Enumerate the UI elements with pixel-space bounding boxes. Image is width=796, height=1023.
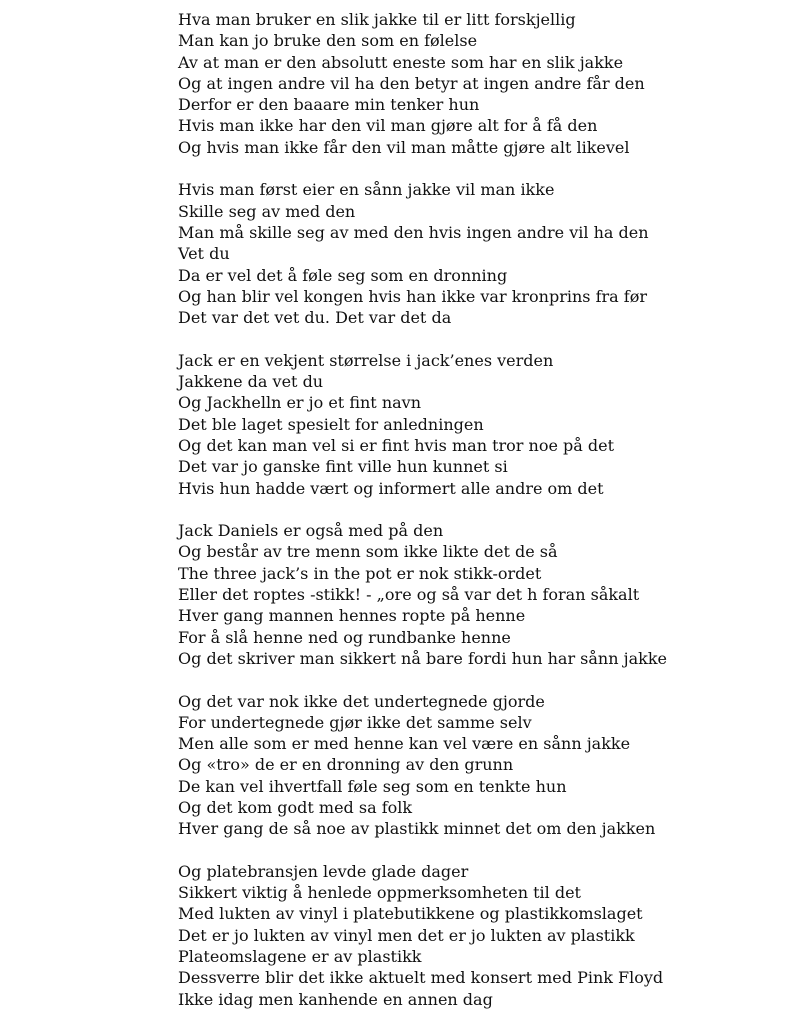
- poem-line: Av at man er den absolutt eneste som har en slik jakke: [178, 52, 624, 72]
- poem-line: Man kan jo bruke den som en følelse: [178, 31, 478, 51]
- poem-line: Hvis man først eier en sånn jakke vil man ikke: [178, 180, 555, 200]
- poem-line: Ikke idag men kanhende en annen dag: [178, 989, 493, 1009]
- poem-line: Hva man bruker en slik jakke til er litt forskjellig: [178, 10, 576, 29]
- stanza-4: [178, 520, 778, 669]
- poem-line: Hver gang mannen hennes ropte på henne: [178, 606, 526, 626]
- poem-line: For å slå henne ned og rundbanke henne: [178, 627, 511, 647]
- poem-line: Jack Daniels er også med på den: [178, 521, 444, 541]
- poem-line: Det var jo ganske fint ville hun kunnet si: [178, 457, 508, 477]
- poem-line: Man må skille seg av med den hvis ingen andre vil ha den: [178, 222, 649, 242]
- stanza-1: [178, 9, 778, 158]
- poem-line: Og at ingen andre vil ha den betyr at ingen andre får den: [178, 73, 645, 93]
- stanza-6: [178, 861, 778, 1010]
- poem-line: Hver gang de så noe av plastikk minnet det om den jakken: [178, 819, 656, 839]
- poem-page: [178, 9, 778, 1010]
- poem-line: Og «tro» de er en dronning av den grunn: [178, 755, 514, 775]
- poem-line: Og det skriver man sikkert nå bare fordi hun har sånn jakke: [178, 648, 667, 668]
- poem-line: For undertegnede gjør ikke det samme selv: [178, 712, 532, 732]
- poem-line: Det var det vet du. Det var det da: [178, 308, 452, 328]
- stanza-3: [178, 350, 778, 499]
- poem-line: Derfor er den baaare min tenker hun: [178, 95, 480, 115]
- poem-line: Vet du: [178, 244, 230, 264]
- poem-line: Det er jo lukten av vinyl men det er jo lukten av plastikk: [178, 925, 635, 945]
- poem-line: Da er vel det å føle seg som en dronning: [178, 265, 508, 285]
- poem-line: Jakkene da vet du: [178, 372, 324, 392]
- poem-line: Eller det roptes -stikk! - „ore og så var det h foran såkalt: [178, 585, 640, 605]
- stanza-5: [178, 691, 778, 840]
- poem-line: Dessverre blir det ikke aktuelt med konsert med Pink Floyd: [178, 968, 664, 988]
- poem-line: Og han blir vel kongen hvis han ikke var kronprins fra før: [178, 286, 647, 306]
- poem-line: Skille seg av med den: [178, 201, 356, 221]
- poem-line: Og Jackhelln er jo et fint navn: [178, 393, 421, 413]
- poem-line: Sikkert viktig å henlede oppmerksomheten til det: [178, 883, 581, 903]
- poem-line: Hvis man ikke har den vil man gjøre alt for å få den: [178, 116, 598, 136]
- poem-line: Og det kan man vel si er fint hvis man tror noe på det: [178, 435, 615, 455]
- poem-line: Plateomslagene er av plastikk: [178, 947, 422, 967]
- poem-line: Og platebransjen levde glade dager: [178, 861, 469, 881]
- poem-line: Og det kom godt med sa folk: [178, 797, 413, 817]
- poem-line: The three jack’s in the pot er nok stikk-ordet: [178, 563, 542, 583]
- poem-line: Og hvis man ikke får den vil man måtte gjøre alt likevel: [178, 137, 630, 157]
- poem-line: De kan vel ihvertfall føle seg som en tenkte hun: [178, 776, 567, 796]
- poem-line: Med lukten av vinyl i platebutikkene og plastikkomslaget: [178, 904, 643, 924]
- poem-line: Jack er en vekjent størrelse i jack’enes verden: [178, 350, 554, 370]
- poem-line: Det ble laget spesielt for anledningen: [178, 414, 484, 434]
- poem-line: Og det var nok ikke det undertegnede gjorde: [178, 691, 545, 711]
- poem-line: Hvis hun hadde vært og informert alle andre om det: [178, 478, 604, 498]
- poem-line: Men alle som er med henne kan vel være en sånn jakke: [178, 734, 631, 754]
- poem-line: Og består av tre menn som ikke likte det de så: [178, 542, 558, 562]
- stanza-2: [178, 179, 778, 328]
